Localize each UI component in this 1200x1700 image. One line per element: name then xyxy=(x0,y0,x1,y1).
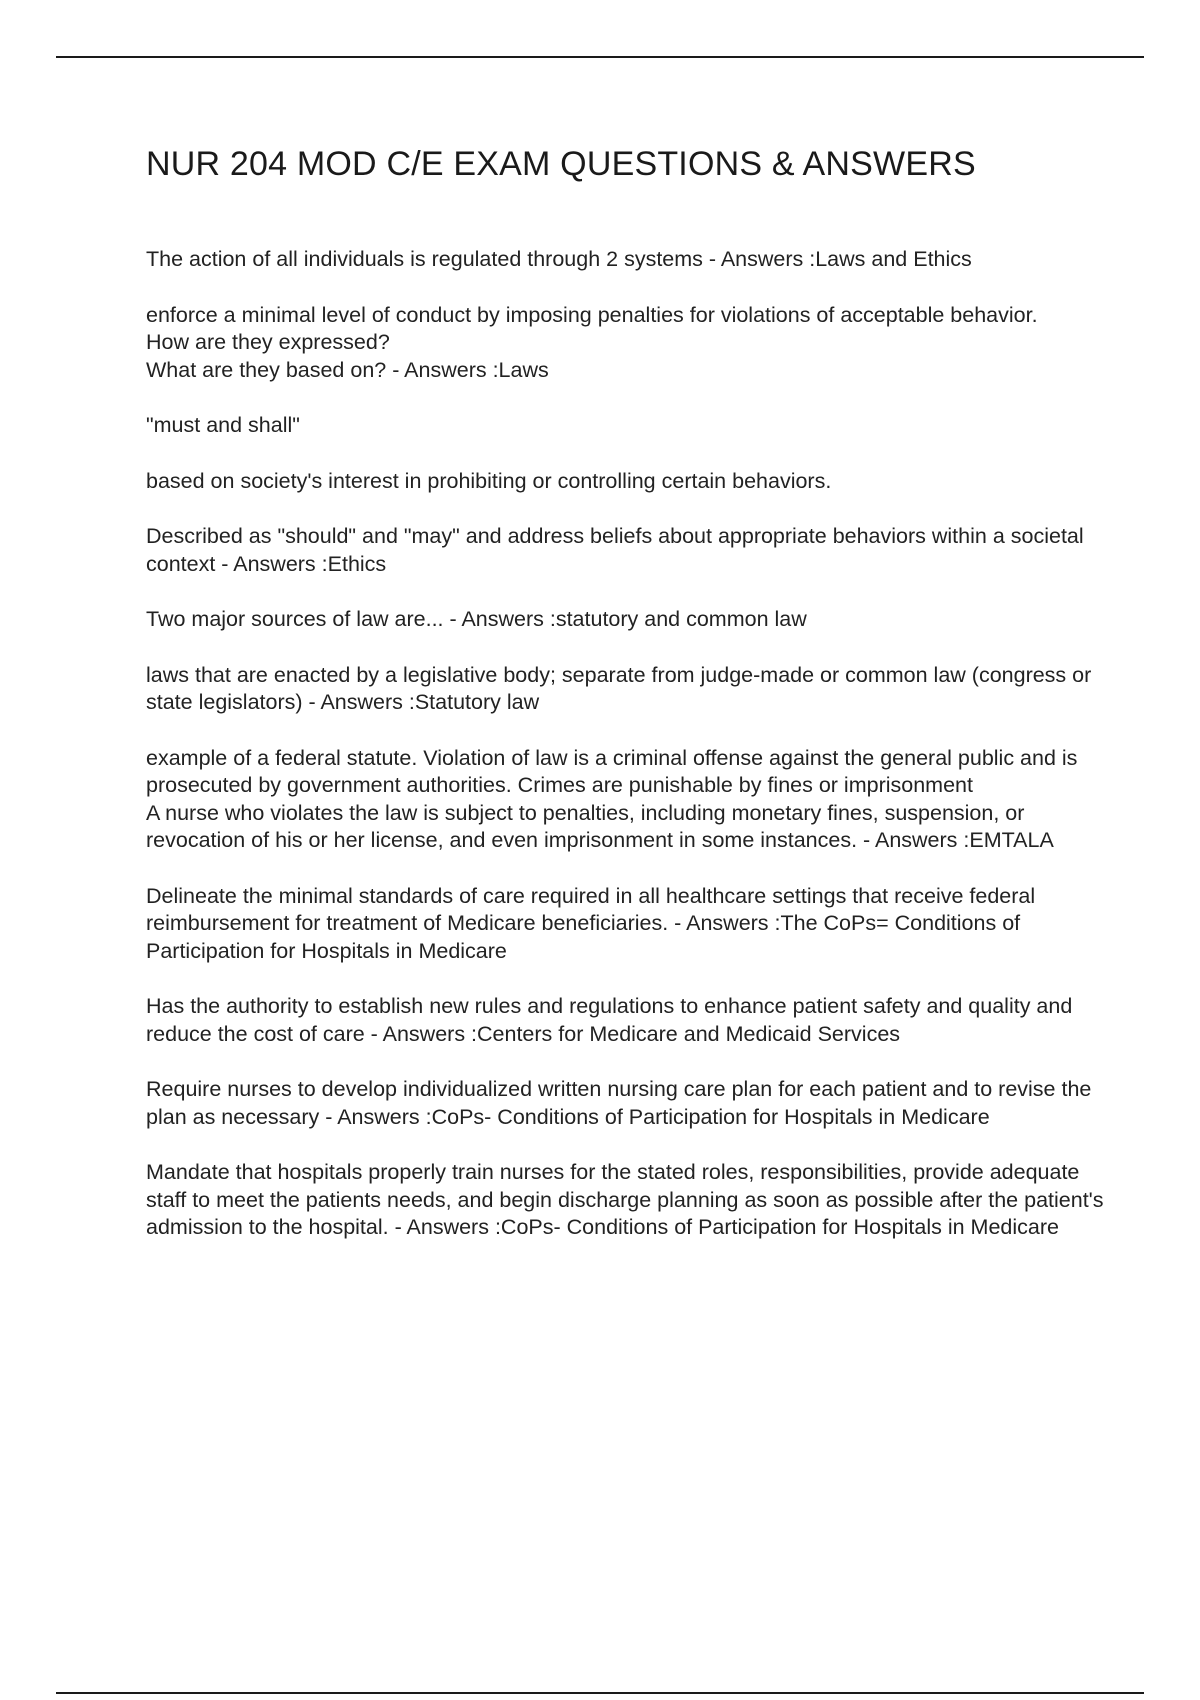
qa-item: Delineate the minimal standards of care required in all healthcare settings that receive federal reimbursement for treatment of Medicare beneficiaries. - Answers :The CoPs= Conditions of Participation for Hospitals in Medicare xyxy=(146,883,1036,963)
qa-item: based on society's interest in prohibiting or controlling certain behaviors. xyxy=(146,468,832,493)
qa-item: Require nurses to develop individualized written nursing care plan for each patient and to revise the plan as necessary - Answers :CoPs- Conditions of Participation for Hospitals in Medicare xyxy=(146,1077,1092,1129)
qa-item: "must and shall" xyxy=(146,413,300,437)
qa-item: The action of all individuals is regulated through 2 systems - Answers :Laws and Ethics xyxy=(146,247,972,271)
qa-item: Has the authority to establish new rules and regulations to enhance patient safety and quality and reduce the cost of care - Answers :Centers for Medicare and Medicaid Services xyxy=(146,994,1073,1046)
qa-item: example of a federal statute. Violation of law is a criminal offense against the general public and is prosecuted by government authorities. Crimes are punishable by fines or imprisonment A nurse who violates the law is subject to penalties, including monetary fines, suspension, or revocation of his or her license, and even imprisonment in some instances. - Answers :EMTALA xyxy=(146,745,1078,852)
qa-item: Described as "should" and "may" and address beliefs about appropriate behaviors within a societal context - Answers :Ethics xyxy=(146,524,1084,576)
document-body xyxy=(146,140,1106,1270)
bottom-rule xyxy=(56,1692,1144,1694)
qa-item: Two major sources of law are... - Answers :statutory and common law xyxy=(146,607,807,631)
document-title: NUR 204 MOD C/E EXAM QUESTIONS & ANSWERS xyxy=(146,145,976,183)
qa-item: laws that are enacted by a legislative body; separate from judge-made or common law (congress or state legislators) - Answers :Statutory law xyxy=(146,662,1092,714)
top-rule xyxy=(56,56,1144,58)
qa-item: enforce a minimal level of conduct by imposing penalties for violations of acceptable behavior. How are they expressed? What are they based on? - Answers :Laws xyxy=(146,302,1038,382)
qa-list xyxy=(146,246,1106,1242)
qa-item: Mandate that hospitals properly train nurses for the stated roles, responsibilities, provide adequate staff to meet the patients needs, and begin discharge planning as soon as possible after the patient's admission to the hospital. - Answers :CoPs- Conditions of Participation for Hospitals in Medicare xyxy=(146,1160,1104,1239)
